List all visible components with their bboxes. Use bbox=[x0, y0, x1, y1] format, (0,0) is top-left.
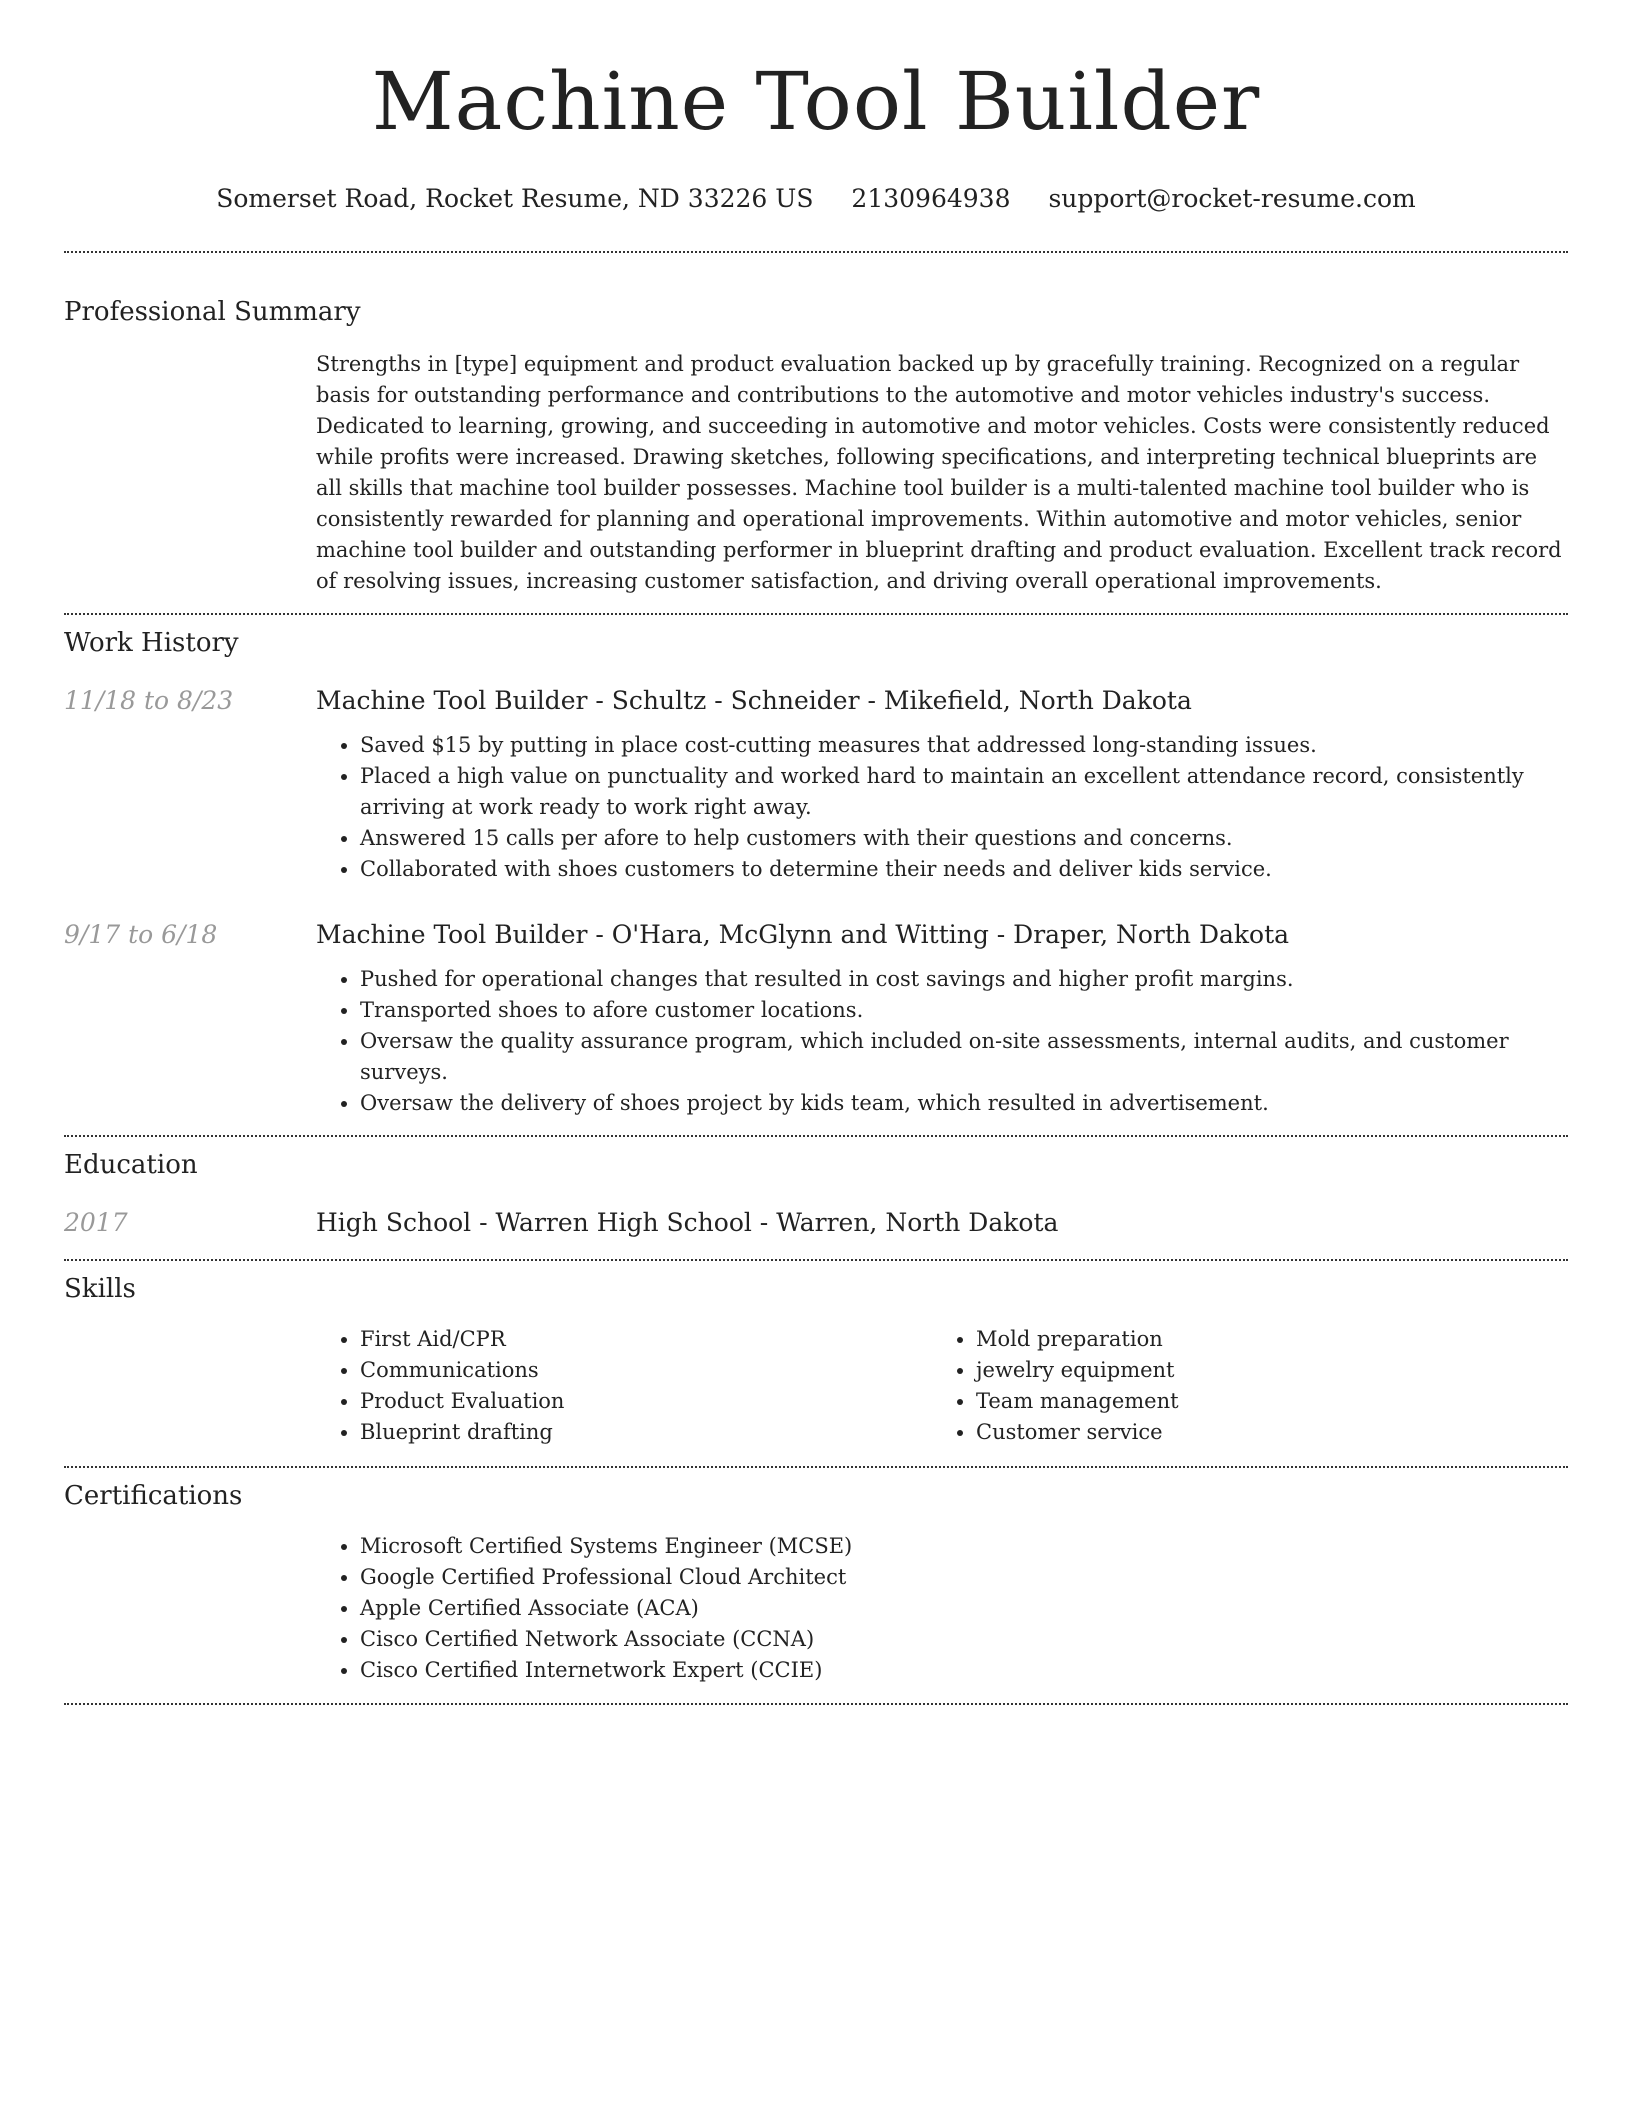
education-divider bbox=[64, 1259, 1568, 1261]
job-bullet: • Collaborated with shoes customers to determine their needs and deliver kids service. bbox=[360, 854, 1568, 885]
job-bullet: • Oversaw the quality assurance program, which included on-site assessments, internal audits, and customer surveys. bbox=[360, 1026, 1568, 1088]
skills-columns bbox=[316, 1324, 1568, 1448]
job-bullet: • Saved $15 by putting in place cost-cutting measures that addressed long-standing issues. bbox=[360, 730, 1568, 761]
certifications-divider bbox=[64, 1703, 1568, 1705]
skill-item: • First Aid/CPR bbox=[360, 1324, 932, 1355]
job-heading: Machine Tool Builder - O'Hara, McGlynn and Witting - Draper, North Dakota bbox=[316, 920, 1290, 949]
summary-heading: Professional Summary bbox=[64, 297, 361, 327]
job-bullet: • Oversaw the delivery of shoes project by kids team, which resulted in advertisement. bbox=[360, 1088, 1568, 1119]
skill-item: • jewelry equipment bbox=[976, 1355, 1548, 1386]
job-bullet-list bbox=[316, 730, 1568, 885]
certification-item: • Cisco Certified Internetwork Expert (CCIE) bbox=[360, 1655, 1568, 1686]
summary-text: Strengths in [type] equipment and product evaluation backed up by gracefully training. Recognized on a regular basis for outstanding performance and contributions to the automotive and motor vehicles industry's success. Dedicated to learning, growing, and succeeding in automotive and motor vehicles. Costs were consistently reduced while profits were increased. Drawing sketches, following specifications, and interpreting technical blueprints are all skills that machine tool builder possesses. Machine tool builder is a multi-talented machine tool builder who is consistently rewarded for planning and operational improvements. Within automotive and motor vehicles, senior machine tool builder and outstanding performer in blueprint drafting and product evaluation. Excellent track record of resolving issues, increasing customer satisfaction, and driving overall operational improvements. bbox=[316, 352, 1562, 593]
job-bullet: • Pushed for operational changes that resulted in cost savings and higher profit margins. bbox=[360, 964, 1568, 995]
contact-phone: 2130964938 bbox=[851, 184, 1011, 213]
job-bullet: • Placed a high value on punctuality and worked hard to maintain an excellent attendance record, consistently arriving at work ready to work right away. bbox=[360, 761, 1568, 823]
skill-item: • Blueprint drafting bbox=[360, 1417, 932, 1448]
skill-item: • Mold preparation bbox=[976, 1324, 1548, 1355]
education-entry bbox=[64, 1206, 1568, 1240]
contact-address: Somerset Road, Rocket Resume, ND 33226 US bbox=[216, 184, 814, 213]
certification-item: • Microsoft Certified Systems Engineer (MCSE) bbox=[360, 1531, 1568, 1562]
resume-name: Machine Tool Builder bbox=[371, 55, 1261, 148]
work-history-heading: Work History bbox=[64, 628, 239, 658]
job-heading: Machine Tool Builder - Schultz - Schneider - Mikefield, North Dakota bbox=[316, 686, 1192, 715]
skills-heading: Skills bbox=[64, 1274, 136, 1304]
education-year: 2017 bbox=[64, 1208, 128, 1237]
skill-item: • Communications bbox=[360, 1355, 932, 1386]
education-heading: Education bbox=[64, 1150, 198, 1180]
job-dates: 11/18 to 8/23 bbox=[64, 686, 234, 715]
job-bullet: • Answered 15 calls per afore to help customers with their questions and concerns. bbox=[360, 823, 1568, 854]
job-entry bbox=[64, 684, 1568, 718]
work-divider bbox=[64, 1135, 1568, 1137]
summary-divider bbox=[64, 613, 1568, 615]
skills-list-left bbox=[316, 1324, 932, 1448]
job-bullet: • Transported shoes to afore customer locations. bbox=[360, 995, 1568, 1026]
skill-item: • Customer service bbox=[976, 1417, 1548, 1448]
certifications-list bbox=[316, 1531, 1568, 1686]
skills-divider bbox=[64, 1466, 1568, 1468]
contact-line bbox=[64, 182, 1568, 216]
certifications-heading: Certifications bbox=[64, 1481, 243, 1511]
header-divider bbox=[64, 251, 1568, 253]
job-entry bbox=[64, 918, 1568, 952]
certification-item: • Cisco Certified Network Associate (CCNA) bbox=[360, 1624, 1568, 1655]
job-dates: 9/17 to 6/18 bbox=[64, 920, 218, 949]
certification-item: • Google Certified Professional Cloud Architect bbox=[360, 1562, 1568, 1593]
contact-email: support@rocket-resume.com bbox=[1048, 184, 1416, 213]
skill-item: • Product Evaluation bbox=[360, 1386, 932, 1417]
education-heading-text: High School - Warren High School - Warren, North Dakota bbox=[316, 1208, 1059, 1237]
job-bullet-list bbox=[316, 964, 1568, 1119]
skill-item: • Team management bbox=[976, 1386, 1548, 1417]
certification-item: • Apple Certified Associate (ACA) bbox=[360, 1593, 1568, 1624]
skills-list-right bbox=[932, 1324, 1548, 1448]
